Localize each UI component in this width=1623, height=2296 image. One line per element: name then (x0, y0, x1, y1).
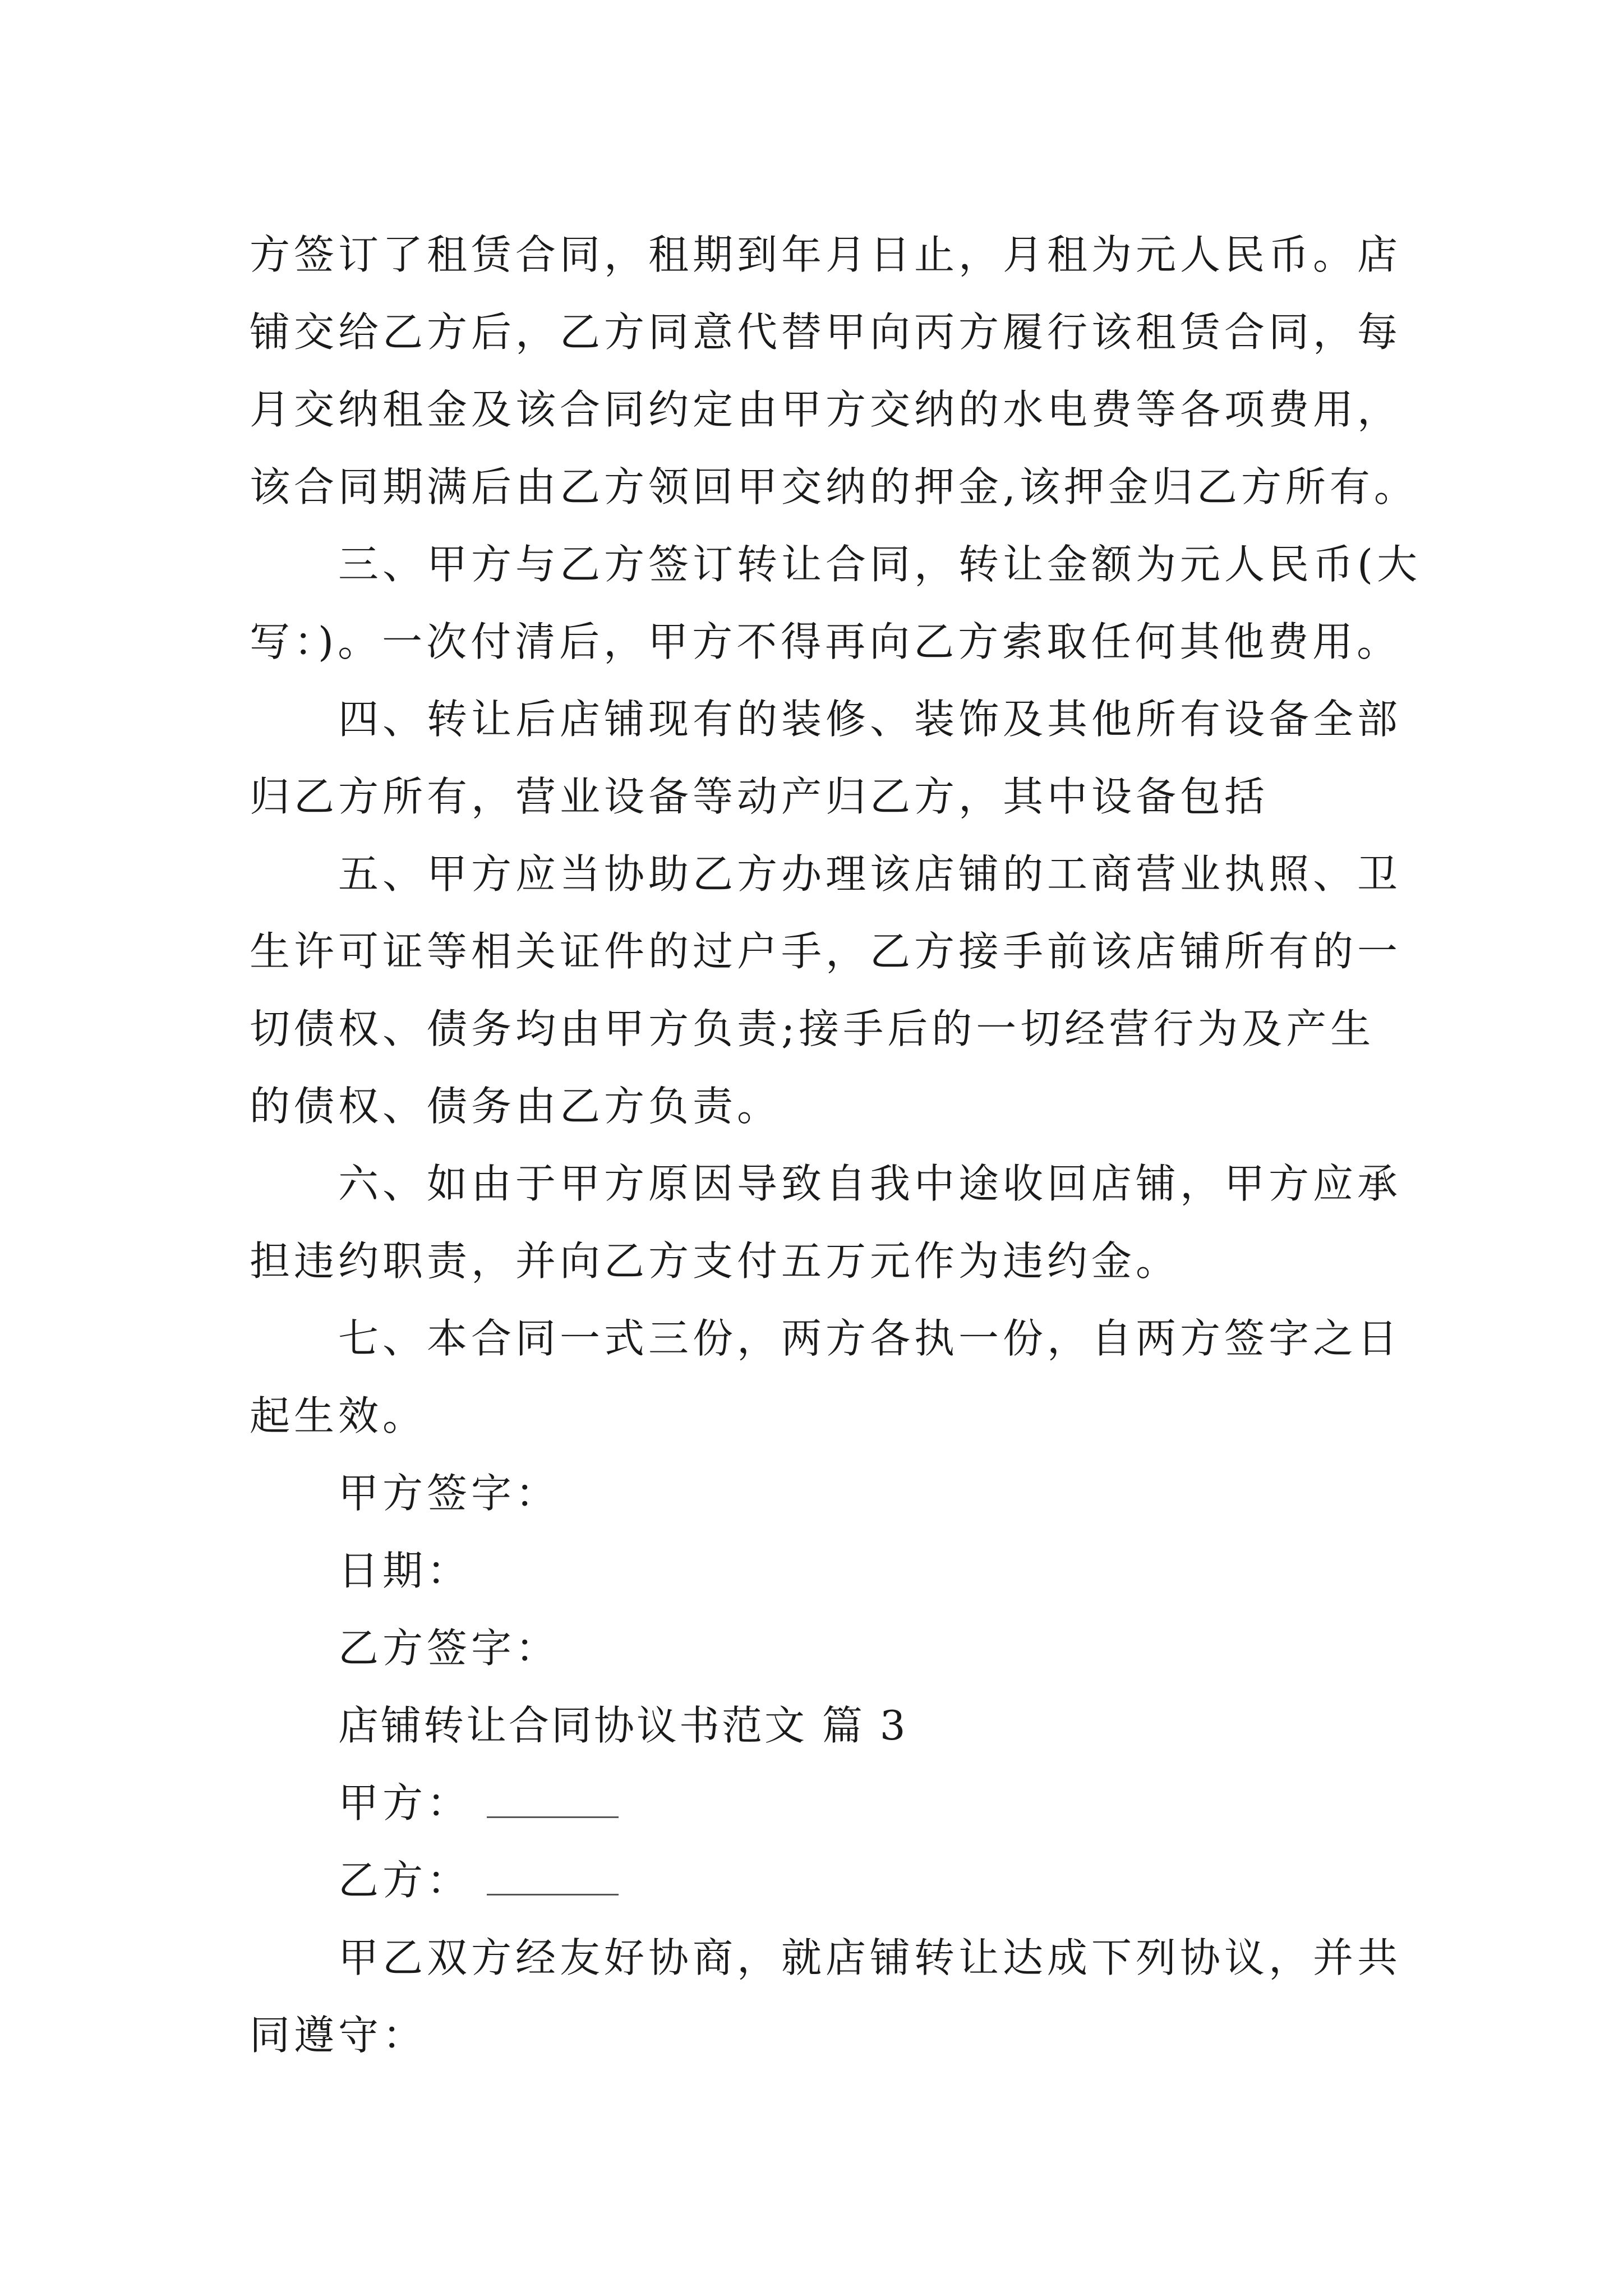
paragraph-line: 生许可证等相关证件的过户手，乙方接手前该店铺所有的一 (250, 928, 1402, 975)
paragraph-line: 起生效。 (250, 1392, 427, 1439)
paragraph-line: 归乙方所有，营业设备等动产归乙方，其中设备包括 (250, 773, 1269, 820)
document-body (250, 216, 1422, 2074)
clause-4-line: 四、转让后店铺现有的装修、装饰及其他所有设备全部 (338, 696, 1402, 743)
paragraph-line: 月交纳租金及该合同约定由甲方交纳的水电费等各项费用， (250, 386, 1402, 433)
paragraph-line: 方签订了租赁合同，租期到年月日止，月租为元人民币。店 (250, 231, 1402, 278)
paragraph-line: 写：)。一次付清后，甲方不得再向乙方索取任何其他费用。 (250, 618, 1401, 665)
party-a-field (250, 1764, 1388, 1842)
agreement-intro-line: 甲乙双方经友好协商，就店铺转让达成下列协议，并共 (338, 1934, 1402, 1981)
clause-7-line: 七、本合同一式三份，两方各执一份，自两方签字之日 (338, 1315, 1402, 1362)
date-label: 日期： (338, 1547, 472, 1594)
party-a-label: 甲方： (338, 1779, 472, 1826)
paragraph-line: 该合同期满后由乙方领回甲交纳的押金,该押金归乙方所有。 (250, 463, 1418, 510)
agreement-intro-line: 同遵守： (250, 2012, 427, 2059)
party-b-label: 乙方： (338, 1857, 472, 1904)
party-a-signature-label: 甲方签字： (338, 1470, 560, 1517)
party-a-blank-line (487, 1777, 619, 1818)
section-title: 店铺转让合同协议书范文 篇 3 (338, 1702, 908, 1749)
party-b-blank-line (487, 1855, 619, 1895)
party-b-field (250, 1842, 1388, 1919)
clause-3-line: 三、甲方与乙方签订转让合同，转让金额为元人民币(大 (338, 541, 1422, 588)
paragraph-line: 担违约职责，并向乙方支付五万元作为违约金。 (250, 1237, 1181, 1285)
paragraph-line: 的债权、债务由乙方负责。 (250, 1083, 782, 1130)
clause-5-line: 五、甲方应当协助乙方办理该店铺的工商营业执照、卫 (338, 850, 1402, 898)
clause-6-line: 六、如由于甲方原因导致自我中途收回店铺，甲方应承 (338, 1160, 1402, 1207)
paragraph-line: 切债权、债务均由甲方负责;接手后的一切经营行为及产生 (250, 1005, 1375, 1052)
paragraph-line: 铺交给乙方后，乙方同意代替甲向丙方履行该租赁合同，每 (250, 309, 1402, 356)
party-b-signature-label: 乙方签字： (338, 1625, 560, 1672)
